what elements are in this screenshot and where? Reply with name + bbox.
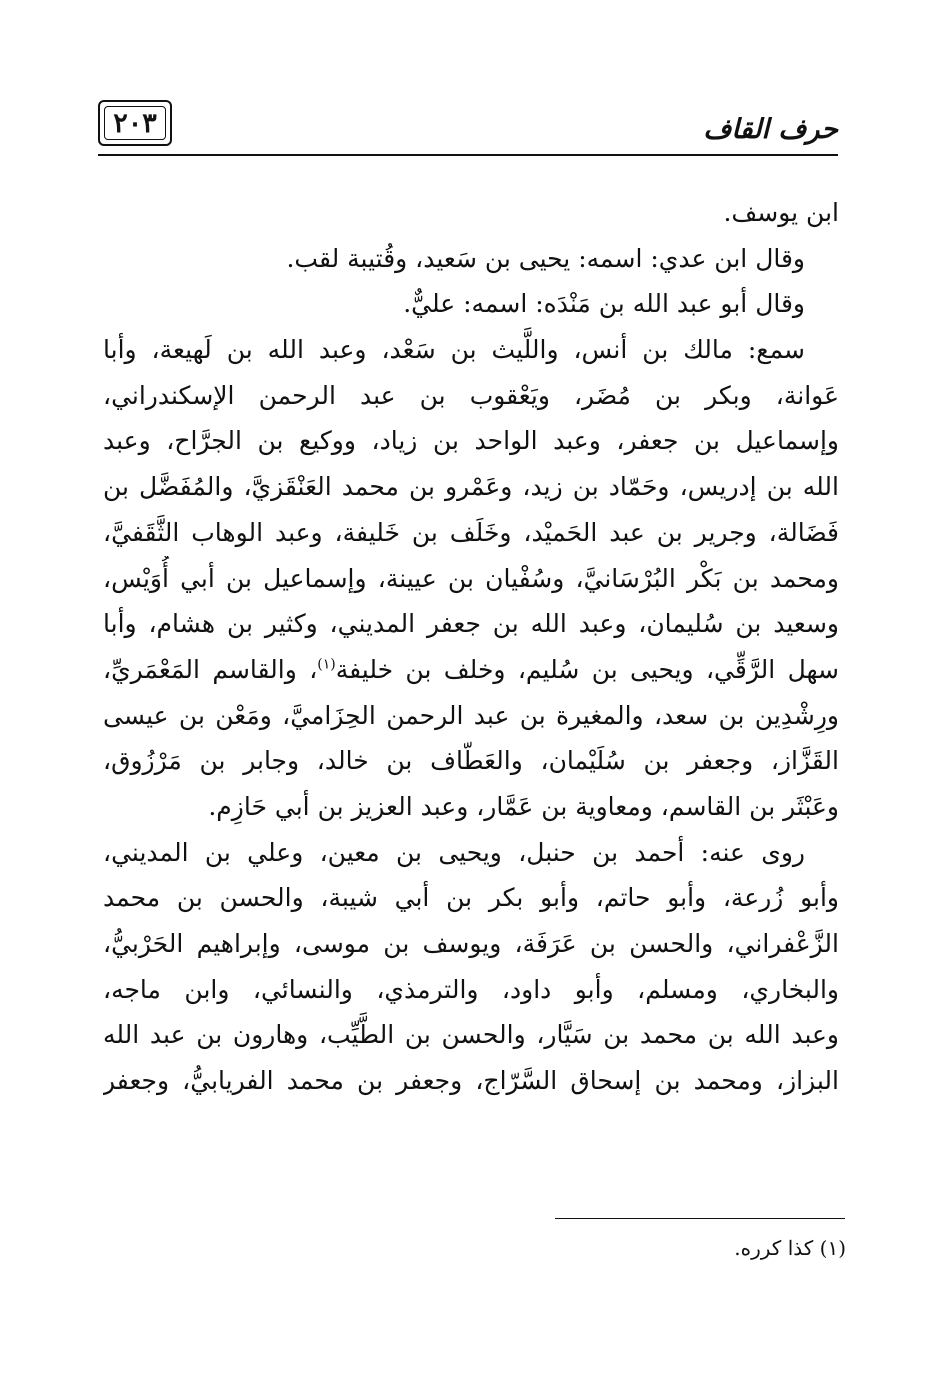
text-line: عَوانة، وبكر بن مُضَر، ويَعْقوب بن عبد الرحمن الإسكندراني، [103, 380, 839, 410]
text-line: وقال أبو عبد الله بن مَنْدَه: اسمه: عليٌّ. [403, 289, 805, 319]
footnote: (١) كذا كرره. [734, 1236, 846, 1260]
text-line: وسعيد بن سُليمان، وعبد الله بن جعفر المديني، وكثير بن هشام، وأبا [103, 609, 839, 639]
text-line: والبخاري، ومسلم، وأبو داود، والترمذي، والنسائي، وابن ماجه، [103, 974, 839, 1004]
running-head: حرف القاف [703, 114, 838, 145]
text-line: البزاز، ومحمد بن إسحاق السَّرّاج، وجعفر بن محمد الفريابيُّ، وجعفر [103, 1066, 839, 1096]
text-line: سمع: مالك بن أنس، واللَّيث بن سَعْد، وعبد الله بن لَهيعة، وأبا [103, 335, 805, 365]
page-header [98, 100, 838, 156]
text-line: وعبد الله بن محمد بن سَيَّار، والحسن بن الطَّيِّب، وهارون بن عبد الله [103, 1020, 839, 1050]
text-line: وإسماعيل بن جعفر، وعبد الواحد بن زياد، ووكيع بن الجرَّاح، وعبد [103, 426, 839, 456]
text-segment: ، والقاسم المَعْمَريِّ، [103, 654, 318, 684]
text-segment: سهل الرَّقِّي، ويحيى بن سُليم، وخلف بن خليفة [335, 654, 839, 684]
text-line: ورِشْدِين بن سعد، والمغيرة بن عبد الرحمن الحِزَاميَّ، ومَعْن بن عيسى [103, 700, 839, 730]
text-line: وعَبْثَر بن القاسم، ومعاوية بن عَمَّار، وعبد العزيز بن أبي حَازِم. [208, 791, 839, 821]
text-line: ومحمد بن بَكْر البُرْسَانيَّ، وسُفْيان بن عيينة، وإسماعيل بن أبي أُوَيْس، [103, 563, 839, 593]
text-line: القَزَّاز، وجعفر بن سُلَيْمان، والعَطّاف بن خالد، وجابر بن مَرْزُوق، [103, 746, 839, 776]
text-line: ابن يوسف. [723, 198, 839, 227]
text-line: فَضَالة، وجرير بن عبد الحَميْد، وخَلَف بن خَليفة، وعبد الوهاب الثَّقَفيَّ، [103, 517, 839, 547]
text-line: وقال ابن عدي: اسمه: يحيى بن سَعيد، وقُتيبة لقب. [286, 243, 805, 273]
body-text [103, 190, 839, 1104]
header-rule [98, 154, 838, 156]
text-line: الله بن إدريس، وحَمّاد بن زيد، وعَمْرو بن محمد العَنْقَزيَّ، والمُفَضَّل بن [103, 472, 839, 502]
text-line: الزَّعْفراني، والحسن بن عَرَفَة، ويوسف بن موسى، وإبراهيم الحَرْبيُّ، [103, 929, 839, 958]
text-line: روى عنه: أحمد بن حنبل، ويحيى بن معين، وعلي بن المديني، [103, 837, 805, 867]
text-line [103, 647, 839, 693]
text-line: وأبو زُرعة، وأبو حاتم، وأبو بكر بن أبي شيبة، والحسن بن محمد [103, 883, 839, 913]
footnote-rule [555, 1218, 845, 1219]
page-number: ٢٠٣ [98, 100, 172, 146]
footnote-marker: (١) [317, 656, 336, 673]
